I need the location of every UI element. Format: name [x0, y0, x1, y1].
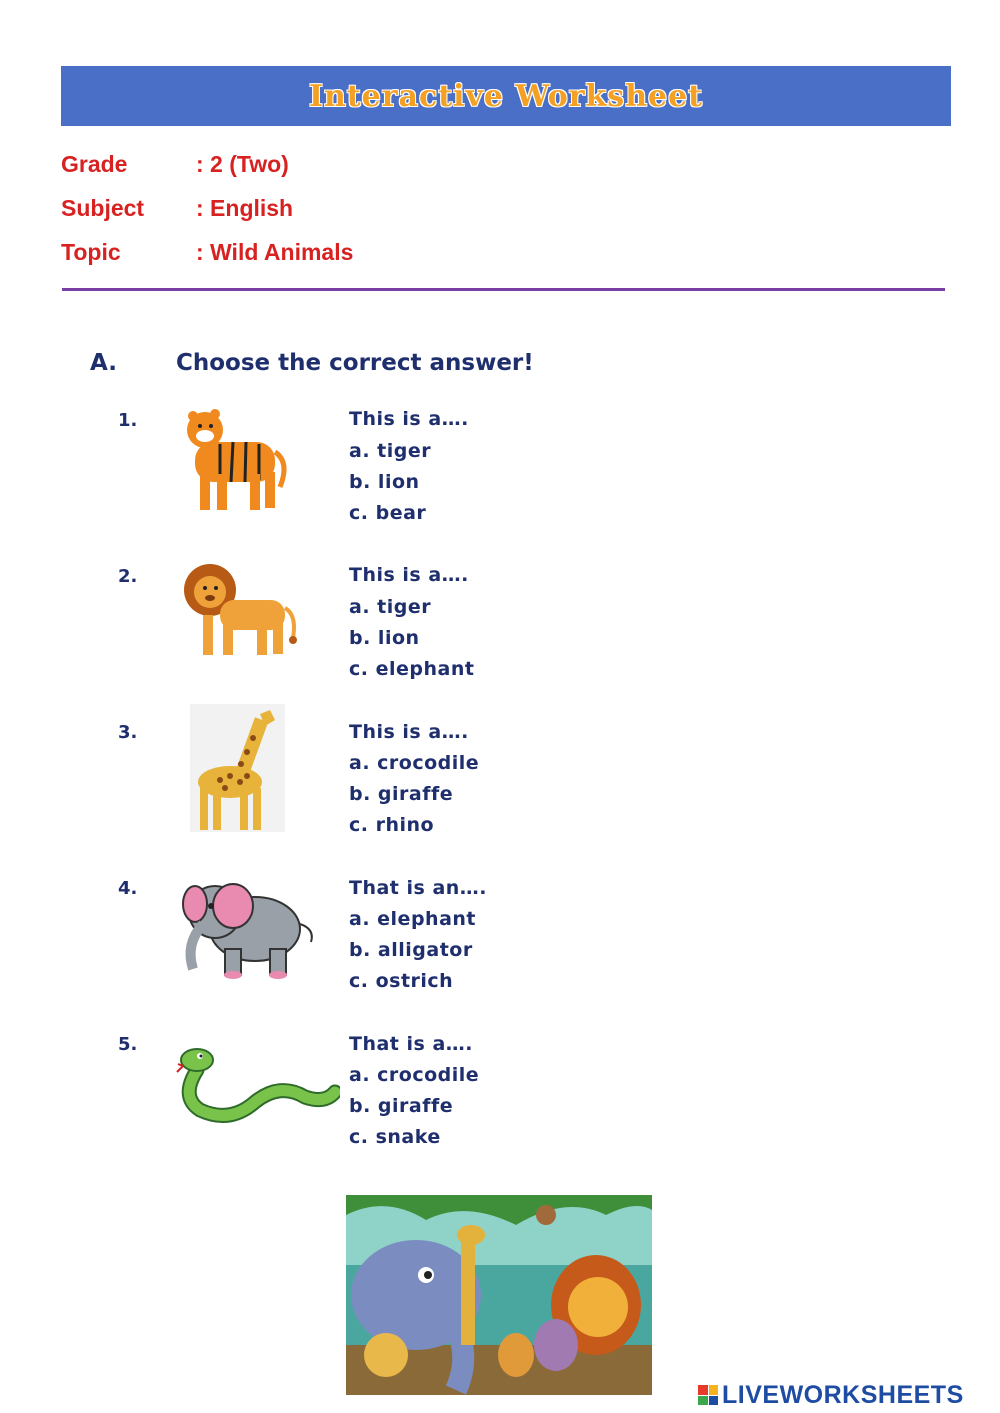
question-3-option-c[interactable]: c. rhino	[349, 814, 435, 836]
section-letter: A.	[90, 350, 117, 376]
header-banner	[61, 66, 951, 126]
tiger-image	[175, 402, 295, 517]
question-5-option-c[interactable]: c. snake	[349, 1126, 441, 1148]
question-2-option-a[interactable]: a. tiger	[349, 596, 432, 618]
question-3-option-b[interactable]: b. giraffe	[349, 783, 454, 805]
section-instruction: Choose the correct answer!	[176, 350, 534, 376]
question-1-option-b[interactable]: b. lion	[349, 471, 420, 493]
question-2-prompt: This is a….	[349, 564, 469, 586]
question-5-option-b[interactable]: b. giraffe	[349, 1095, 454, 1117]
subject-value: : English	[196, 195, 294, 221]
question-2-option-b[interactable]: b. lion	[349, 627, 420, 649]
question-5-prompt: That is a….	[349, 1033, 473, 1055]
question-1-option-c[interactable]: c. bear	[349, 502, 427, 524]
elephant-image	[175, 874, 320, 984]
brand-name: LIVEWORKSHEETS	[722, 1380, 964, 1409]
liveworksheets-logo-icon	[698, 1385, 718, 1405]
snake-image	[175, 1042, 340, 1127]
section-divider	[62, 288, 945, 291]
question-4-number: 4.	[118, 878, 138, 899]
question-1-prompt: This is a….	[349, 408, 469, 430]
question-2-number: 2.	[118, 566, 138, 587]
worksheet-title: Interactive Worksheet	[308, 78, 704, 114]
jungle-animals-scene-image	[346, 1195, 652, 1395]
topic-value: : Wild Animals	[196, 239, 354, 265]
grade-label: Grade	[61, 151, 128, 177]
question-5-option-a[interactable]: a. crocodile	[349, 1064, 480, 1086]
question-4-prompt: That is an….	[349, 877, 488, 899]
topic-label: Topic	[61, 239, 121, 265]
question-4-option-a[interactable]: a. elephant	[349, 908, 476, 930]
question-3-prompt: This is a….	[349, 721, 469, 743]
question-1-option-a[interactable]: a. tiger	[349, 440, 432, 462]
question-3-option-a[interactable]: a. crocodile	[349, 752, 480, 774]
liveworksheets-brand[interactable]	[698, 1380, 964, 1410]
question-4-option-b[interactable]: b. alligator	[349, 939, 473, 961]
question-4-option-c[interactable]: c. ostrich	[349, 970, 454, 992]
lion-image	[175, 560, 300, 660]
question-5-number: 5.	[118, 1034, 138, 1055]
question-1-number: 1.	[118, 410, 138, 431]
question-3-number: 3.	[118, 722, 138, 743]
giraffe-image	[175, 702, 290, 834]
grade-value: : 2 (Two)	[196, 151, 289, 177]
question-2-option-c[interactable]: c. elephant	[349, 658, 475, 680]
subject-label: Subject	[61, 195, 145, 221]
